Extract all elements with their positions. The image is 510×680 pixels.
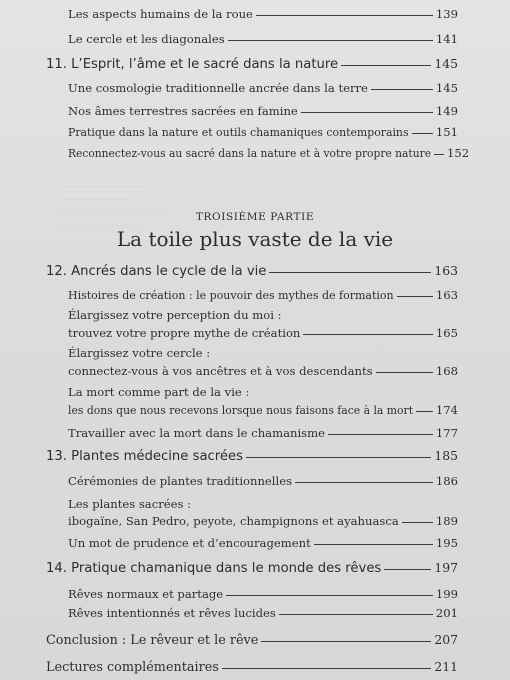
dot-leader [384,569,431,570]
dot-leader [328,434,433,435]
dot-leader [295,482,433,483]
entry-title: Conclusion : Le rêveur et le rêve [46,633,259,648]
dot-leader [256,15,433,16]
entry-title: Pratique dans la nature et outils chamaniques contemporains [68,126,409,139]
toc-entry-further-reading[interactable] [46,659,458,675]
page-number: 207 [434,632,458,647]
entry-title: Le cercle et les diagonales [68,32,225,46]
page-number: 165 [435,326,458,340]
page-number: 201 [435,606,458,620]
dot-leader [371,89,433,90]
chapter-heading[interactable] [46,448,458,464]
page-number: 168 [435,364,458,378]
entry-title: Les aspects humains de la roue [68,7,253,21]
page-number: 152 [447,146,470,160]
entry-title: Rêves normaux et partage [68,587,224,601]
toc-entry[interactable] [68,81,458,95]
entry-title-line1: Les plantes sacrées : [68,497,192,511]
page-number: 163 [435,288,458,302]
entry-title: Rêves intentionnés et rêves lucides [68,606,276,620]
chapter-heading[interactable] [46,56,458,72]
page-number: 211 [434,659,458,674]
entry-title: Une cosmologie traditionnelle ancrée dans la terre [68,81,368,95]
entry-title: Reconnectez-vous au sacré dans la nature et à votre propre nature [68,147,432,160]
toc-entry[interactable] [68,474,458,488]
dot-leader [341,65,431,66]
part-label: TROISIÈME PARTIE [195,211,315,223]
chapter-heading[interactable] [46,560,458,576]
entry-title-line1: Élargissez votre perception du moi : [68,308,282,322]
chapter-title: 11. L’Esprit, l’âme et le sacré dans la nature [46,57,339,72]
entry-title-line2: les dons que nous recevons lorsque nous faisons face à la mort [68,404,414,417]
entry-title: Lectures complémentaires [46,660,219,675]
toc-entry[interactable] [68,364,458,378]
dot-leader [434,154,444,155]
page-number: 139 [435,7,458,21]
chapter-title: 14. Pratique chamanique dans le monde des rêves [46,561,382,576]
entry-title: Nos âmes terrestres sacrées en famine [68,104,298,118]
chapter-title: 13. Plantes médecine sacrées [46,449,244,464]
dot-leader [261,641,431,642]
part-title: La toile plus vaste de la vie [116,227,394,251]
dot-leader [314,544,433,545]
toc-entry[interactable] [68,514,458,528]
toc-entry-conclusion[interactable] [46,632,458,648]
entry-title-line2: trouvez votre propre mythe de création [68,326,301,340]
dot-leader [222,668,431,669]
toc-entry[interactable] [68,426,458,440]
page-number: 185 [434,448,458,463]
dot-leader [228,40,433,41]
toc-entry[interactable] [68,146,470,160]
page-number: 177 [435,426,458,440]
dot-leader [412,133,433,134]
dot-leader [303,334,432,335]
dot-leader [301,112,433,113]
entry-title: Travailler avec la mort dans le chamanisme [68,426,325,440]
entry-title: Un mot de prudence et d’encouragement [68,536,311,550]
toc-entry[interactable] [68,403,458,417]
dot-leader [279,614,433,615]
page-number: 145 [434,56,458,71]
entry-title: Histoires de création : le pouvoir des mythes de formation [68,289,394,302]
page-number: 145 [435,81,458,95]
toc-entry[interactable] [68,7,458,21]
entry-title-line2: connectez-vous à vos ancêtres et à vos descendants [68,364,373,378]
dot-leader [402,522,433,523]
page-number: 151 [435,125,458,139]
dot-leader [246,457,431,458]
page-number: 163 [434,263,458,278]
page-number: 199 [435,587,458,601]
toc-entry[interactable] [68,587,458,601]
entry-title-line1: Élargissez votre cercle : [68,346,211,360]
toc-entry[interactable] [68,326,458,340]
dot-leader [397,296,433,297]
entry-title-line1: La mort comme part de la vie : [68,385,250,399]
page-number: 141 [435,32,458,46]
entry-title: Cérémonies de plantes traditionnelles [68,474,293,488]
page-number: 197 [434,560,458,575]
dot-leader [376,372,433,373]
chapter-heading[interactable] [46,263,458,279]
chapter-title: 12. Ancrés dans le cycle de la vie [46,264,267,279]
toc-entry[interactable] [68,104,458,118]
page-number: 195 [435,536,458,550]
page-number: 149 [435,104,458,118]
page-number: 174 [435,403,458,417]
dot-leader [269,272,431,273]
toc-entry[interactable] [68,536,458,550]
dot-leader [226,595,433,596]
entry-title-line2: ibogaïne, San Pedro, peyote, champignons et ayahuasca [68,514,399,528]
toc-entry[interactable] [68,606,458,620]
toc-entry[interactable] [68,288,458,302]
toc-entry[interactable] [68,125,458,139]
page-number: 189 [435,514,458,528]
page-number: 186 [435,474,458,488]
toc-entry[interactable] [68,32,458,46]
dot-leader [416,411,433,412]
